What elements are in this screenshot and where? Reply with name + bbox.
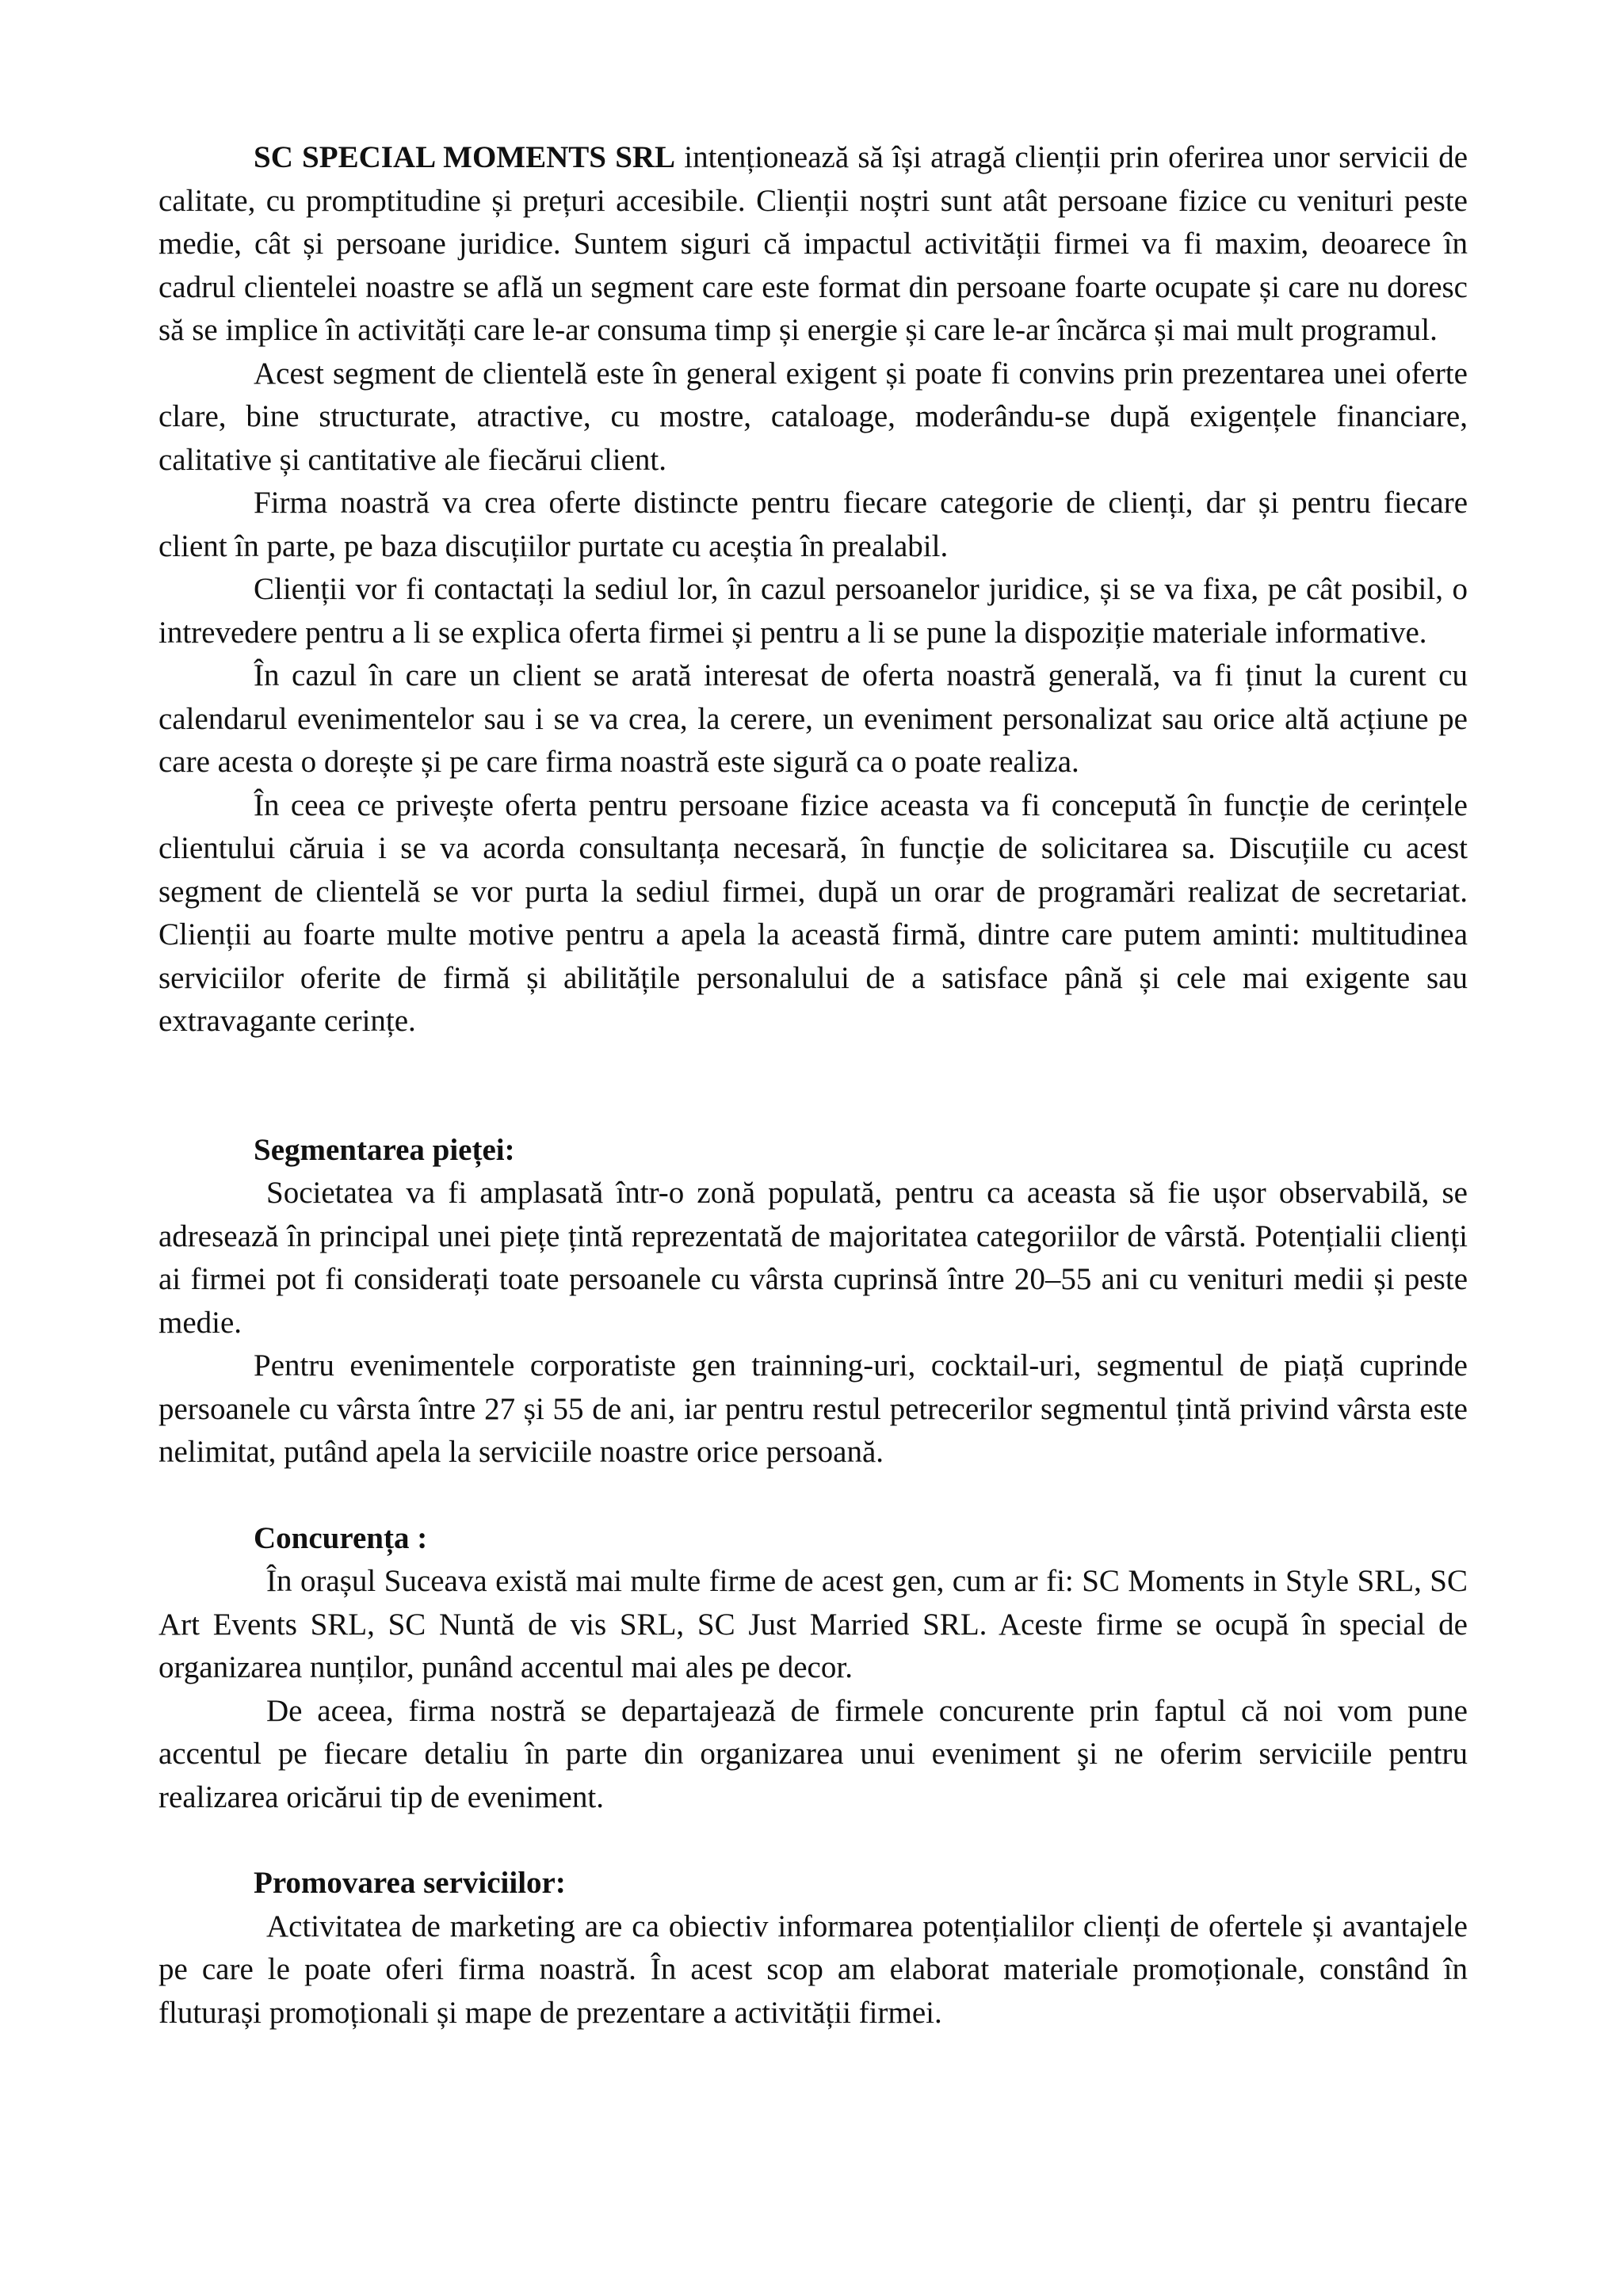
- intro-paragraph-4: Clienții vor fi contactați la sediul lor, în cazul persoanelor juridice, și se va fixa, pe cât posibil, o intrevedere pentru a li se explica oferta firmei și pentru a li se pune la dispoziție materiale informative.: [158, 572, 1468, 650]
- segmentare-paragraph-1: Societatea va fi amplasată într-o zonă populată, pentru ca aceasta să fie ușor observabilă, se adresează în principal unei piețe țintă reprezentată de majoritatea categoriilor de vârstă. Potențialii clienți ai firmei pot fi considerați toate persoanele cu vârsta cuprinsă între 20–55 ani cu venituri medii și peste medie.: [158, 1176, 1468, 1340]
- concurenta-paragraph-1: În orașul Suceava există mai multe firme de acest gen, cum ar fi: SC Moments in Style SRL, SC Art Events SRL, SC Nuntă de vis SRL, SC Just Married SRL. Aceste firme se ocupă în special de organizarea nunților, punând accentul mai ales pe decor.: [158, 1564, 1468, 1684]
- promovare-paragraph-1: Activitatea de marketing are ca obiectiv informarea potențialilor clienți de ofertele și avantajele pe care le poate oferi firma noastră. În acest scop am elaborat materiale promoționale, constând în fluturași promoționali și mape de prezentare a activității firmei.: [158, 1909, 1468, 2030]
- intro-paragraph-1-text: intenționează să își atragă clienții prin oferirea unor servicii de calitate, cu promptitudine și prețuri accesibile. Clienții noștri sunt atât persoane fizice cu venituri peste medie, cât și persoane juridice. Suntem siguri că impactul activității firmei va fi maxim, deoarece în cadrul clientelei noastre se află un segment care este format din persoane foarte ocupate și care nu doresc să se implice în activități care le-ar consuma timp și energie și care le-ar încărca și mai mult programul.: [158, 140, 1468, 347]
- intro-paragraph-6: În ceea ce privește oferta pentru persoane fizice aceasta va fi concepută în funcție de cerințele clientului căruia i se va acorda consultanța necesară, în funcție de solicitarea sa. Discuțiile cu acest segment de clientelă se vor purta la sediul firmei, după un orar de programări realizat de secretariat. Clienții au foarte multe motive pentru a apela la această firmă, dintre care putem aminti: multitudinea serviciilor oferite de firmă și abilitățile personalului de a satisface până și cele mai exigente sau extravagante cerințe.: [158, 788, 1468, 1038]
- section-spacer: [158, 1819, 1468, 1862]
- promovare-heading: Promovarea serviciilor:: [254, 1866, 566, 1900]
- intro-paragraph-5: În cazul în care un client se arată interesat de oferta noastră generală, va fi ținut la curent cu calendarul evenimentelor sau i se va crea, la cerere, un eveniment personalizat sau orice altă acțiune pe care acesta o dorește și pe care firma noastră este sigură ca o poate realiza.: [158, 658, 1468, 779]
- company-name: SC SPECIAL MOMENTS SRL: [254, 140, 676, 174]
- segmentare-paragraph-2: Pentru evenimentele corporatiste gen trainning-uri, cocktail-uri, segmentul de piață cuprinde persoanele cu vârsta între 27 și 55 de ani, iar pentru restul petrecerilor segmentul țintă privind vârsta este nelimitat, putând apela la serviciile noastre orice persoană.: [158, 1348, 1468, 1469]
- concurenta-heading: Concurența :: [254, 1520, 428, 1555]
- section-spacer: [158, 1043, 1468, 1129]
- intro-paragraph-3: Firma noastră va crea oferte distincte pentru fiecare categorie de clienți, dar și pentru fiecare client în parte, pe baza discuțiilor purtate cu aceștia în prealabil.: [158, 486, 1468, 563]
- intro-paragraph-1: [158, 136, 1468, 353]
- concurenta-paragraph-2: De aceea, firma nostră se departajează de firmele concurente prin faptul că noi vom pune accentul pe fiecare detaliu în parte din organizarea unui eveniment şi ne oferim serviciile pentru realizarea oricărui tip de eveniment.: [158, 1693, 1468, 1814]
- segmentare-heading: Segmentarea pieței:: [254, 1132, 515, 1167]
- section-spacer: [158, 1474, 1468, 1517]
- intro-paragraph-2: Acest segment de clientelă este în general exigent și poate fi convins prin prezentarea unei oferte clare, bine structurate, atractive, cu mostre, cataloage, moderându-se după exigențele financiare, calitative și cantitative ale fiecărui client.: [158, 356, 1468, 477]
